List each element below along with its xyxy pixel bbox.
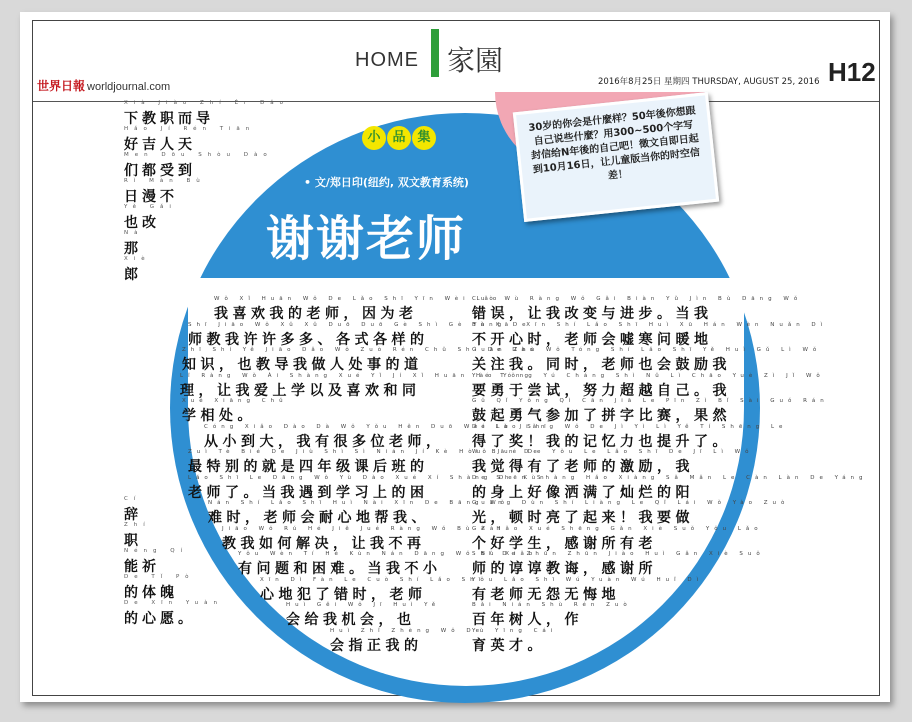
hanzi: 我觉得有了老师的激励，我: [472, 459, 694, 475]
pinyin: Zuì Tè Bié De Jiù Shì Sì Nián Jí Kè Hòu Bān De: [188, 449, 542, 455]
hanzi: 光，顿时亮了起来！我要做: [472, 510, 694, 526]
hanzi: 错误，让我改变与进步。当我: [472, 306, 713, 322]
text-line: [188, 321, 531, 348]
brand-url[interactable]: worldjournal.com: [87, 81, 171, 93]
pinyin: Huì Gěi Wǒ Jī Huì Yě: [286, 602, 441, 608]
tag-char: 集: [412, 126, 436, 150]
hanzi: 理，让我爱上学以及喜欢和同: [180, 382, 421, 399]
hanzi: 得了奖！我的记忆力也提升了。: [472, 433, 731, 450]
text-line: [124, 126, 274, 152]
brand-name: 世界日報: [37, 79, 86, 93]
hanzi: 会指正我的: [330, 637, 423, 654]
hanzi: 难时，老师会耐心地帮我、: [208, 510, 430, 526]
pinyin: Wǒ Jué De Yǒu Le Lǎo Shī De Jī Lì Wǒ: [472, 449, 754, 455]
section-title: 家園: [447, 44, 504, 77]
pinyin: Rì Màn Bù: [124, 178, 206, 184]
hanzi: 的体魄: [124, 585, 178, 601]
pinyin: Jiāo Wǒ Rú Hé Jiě Jué Ràng Wǒ Bù Zài: [222, 525, 505, 532]
hanzi: 有问题和困难。当我不小: [238, 561, 442, 577]
pinyin: Guāng Dùn Shí Liàng Le Qǐ Lái Wǒ Yào Zuò: [472, 500, 790, 506]
text-line: [238, 551, 538, 577]
hanzi: 师教我许许多多、各式各样的: [188, 331, 429, 348]
article-title: 谢谢老师: [266, 211, 467, 267]
page-number: H12: [828, 57, 876, 87]
hanzi: 我喜欢我的老师，因为老: [214, 306, 418, 322]
text-line: [188, 449, 542, 475]
hanzi: 职: [124, 533, 142, 549]
left-article-fragment: [124, 100, 290, 283]
hanzi: 师的谆谆教诲，感谢所: [472, 561, 657, 577]
text-line: [124, 178, 274, 204]
text-line: [286, 602, 441, 628]
pinyin: Guān Zhù Wǒ Tóng Shí Lǎo Shī Yě Huì Gǔ Lì Wǒ: [472, 347, 822, 353]
text-line: [222, 525, 505, 552]
section-accent-bar: [431, 29, 439, 77]
pinyin: Yǒu Wèn Tí Hé Kùn Nán Dāng Wǒ Bù Xiǎo: [238, 551, 538, 557]
hanzi: 们都受到: [124, 163, 196, 179]
pinyin: Bǎi Nián Shù Rén Zuò: [472, 602, 632, 608]
text-line: [124, 100, 290, 127]
pinyin: Yǒu Lǎo Shī Wú Yuàn Wú Huǐ Dì: [472, 576, 704, 583]
hanzi: 从小到大，我有很多位老师，: [204, 433, 445, 450]
pinyin: Shī Jiāo Wǒ Xǔ Xǔ Duō Duō Gè Shì Gè Yàng De: [188, 321, 531, 328]
hanzi: 有老师无怨无悔地: [472, 586, 620, 603]
hanzi: 育英才。: [472, 637, 546, 654]
pinyin: Yù Yīng Cái: [472, 627, 558, 634]
pinyin: Huì Zhǐ Zhèng Wǒ De: [330, 627, 484, 634]
pinyin: De Xīn Yuàn: [124, 600, 223, 606]
tag-char: 品: [387, 126, 411, 150]
hanzi: 能祈: [124, 559, 160, 575]
text-line: [182, 398, 330, 424]
hanzi: 的身上好像洒满了灿烂的阳: [472, 484, 694, 501]
pinyin: De Shēn Shàng Hǎo Xiàng Sǎ Mǎn Le Càn Làn De Yáng: [472, 474, 868, 481]
text-line: [260, 576, 486, 603]
hanzi: 郎: [124, 267, 142, 283]
hanzi: 知识，也教导我做人处事的道: [182, 357, 423, 373]
section-home: HOME: [355, 49, 419, 71]
hanzi: 下教职而导: [124, 111, 214, 127]
hanzi: 日漫不: [124, 189, 178, 205]
masthead: [33, 21, 879, 102]
hanzi: 鼓起勇气参加了拼字比赛，果然: [472, 408, 731, 424]
pinyin: Lǎo Shī Le Dāng Wǒ Yù Dào Xué Xí Shàng De Kùn: [188, 474, 549, 481]
pinyin: Lǐ Ràng Wǒ Ài Shàng Xué Yǐ Jí Xǐ Huān Hé Tóng: [180, 372, 534, 379]
hanzi: 好吉人天: [124, 137, 196, 153]
hanzi: 那: [124, 241, 142, 257]
brand-logo[interactable]: [37, 77, 170, 94]
pinyin: Hǎo Jí Rén Tiān: [124, 126, 256, 132]
pinyin: Cuò Wù Ràng Wǒ Gǎi Biàn Yǔ Jìn Bù Dāng Wǒ: [472, 296, 803, 302]
hanzi: 辞: [124, 507, 142, 523]
text-line: [188, 474, 549, 501]
hanzi: 要勇于尝试，努力超越自己。我: [472, 382, 731, 399]
pinyin: Xià Jiào Zhí Ér Dǎo: [124, 100, 290, 106]
text-line: [124, 152, 274, 178]
newspaper-page: [20, 12, 890, 702]
text-line: [180, 372, 534, 399]
dateline: 2016年8月25日 星期四 THURSDAY, AUGUST 25, 2016: [598, 77, 820, 87]
promo-note[interactable]: [513, 92, 719, 222]
pinyin: Zhī Shí Yě Jiāo Dǎo Wǒ Zuò Rén Chǔ Shì De Dào: [182, 347, 539, 353]
pinyin: Bù Kāi Xīn Shí Lǎo Shī Huì Xū Hán Wèn Nuǎn Dì: [472, 321, 828, 328]
hanzi: 的心愿。: [124, 611, 196, 627]
pinyin: Xiè: [124, 256, 151, 262]
hanzi: 不开心时，老师会嘘寒问暖地: [472, 331, 713, 348]
column-tag: [362, 126, 442, 162]
text-line: [124, 204, 274, 230]
text-line: [124, 230, 274, 256]
text-line: [204, 423, 551, 450]
text-line: [214, 296, 502, 322]
tag-char: 小: [362, 126, 386, 150]
pinyin: Men Dōu Shòu Dào: [124, 152, 273, 158]
pinyin: Nán Shí Lǎo Shī Huì Nài Xīn De Bāng Wǒ: [208, 500, 510, 506]
text-line: [182, 347, 539, 373]
pinyin: Dé Le Jiǎng Wǒ De Jì Yì Lì Yě Tí Shēng Le: [472, 423, 788, 430]
pinyin: De Tǐ Pò: [124, 574, 195, 580]
byline: • 文/郑日印(纽约, 双文教育系统): [304, 176, 469, 189]
pinyin: Shī De Zhūn Zhūn Jiào Huì Gǎn Xiè Suǒ: [472, 551, 765, 557]
pinyin: Xué Xiāng Chǔ: [182, 398, 288, 404]
pinyin: Yě Gǎi: [124, 204, 177, 210]
hanzi: 百年树人，作: [472, 612, 583, 628]
pinyin: Wǒ Xǐ Huān Wǒ De Lǎo Shī Yīn Wèi Lǎo: [214, 296, 502, 302]
hanzi: 老师了。当我遇到学习上的困: [188, 484, 429, 501]
text-line: [208, 500, 510, 526]
pinyin: Xīn Dì Fàn Le Cuò Shí Lǎo Shī: [260, 576, 486, 583]
pinyin: Cí: [124, 496, 142, 502]
hanzi: 教我如何解决，让我不再: [222, 535, 426, 552]
pinyin: Gè Hǎo Xué Shēng Gǎn Xiè Suǒ Yǒu Lǎo: [472, 525, 763, 532]
pinyin: Zhí: [124, 522, 151, 528]
hanzi: 最特别的就是四年级课后班的: [188, 459, 429, 475]
promo-text: 30岁的你会是什麼样？50年後你想跟自己说些什麼？用300~500个字写封信给N年後的自己吧！徵文自即日起到10月16日，让儿童版当你的时空信差！: [528, 105, 701, 182]
hanzi: 个好学生，感谢所有老: [472, 535, 657, 552]
hanzi: 会给我机会，也: [286, 612, 416, 628]
pinyin: Néng Qí: [124, 548, 189, 554]
pinyin: Cóng Xiǎo Dào Dà Wǒ Yǒu Hěn Duō Wèi Lǎo Shī: [204, 423, 551, 430]
pinyin: Gǔ Qǐ Yǒng Qì Cān Jiā Le Pīn Zì Bǐ Sài Guǒ Rán: [472, 398, 829, 404]
hanzi: 心地犯了错时，老师: [260, 586, 427, 603]
hanzi: 学相处。: [182, 408, 256, 424]
hanzi: 关注我。同时，老师也会鼓励我: [472, 357, 731, 373]
pinyin: Nà: [124, 230, 144, 236]
pinyin: Yào Yǒng Yú Cháng Shì Nǔ Lì Chāo Yuè Zì Jǐ Wǒ: [472, 372, 825, 379]
text-line: [124, 256, 274, 282]
hanzi: 也改: [124, 215, 160, 231]
